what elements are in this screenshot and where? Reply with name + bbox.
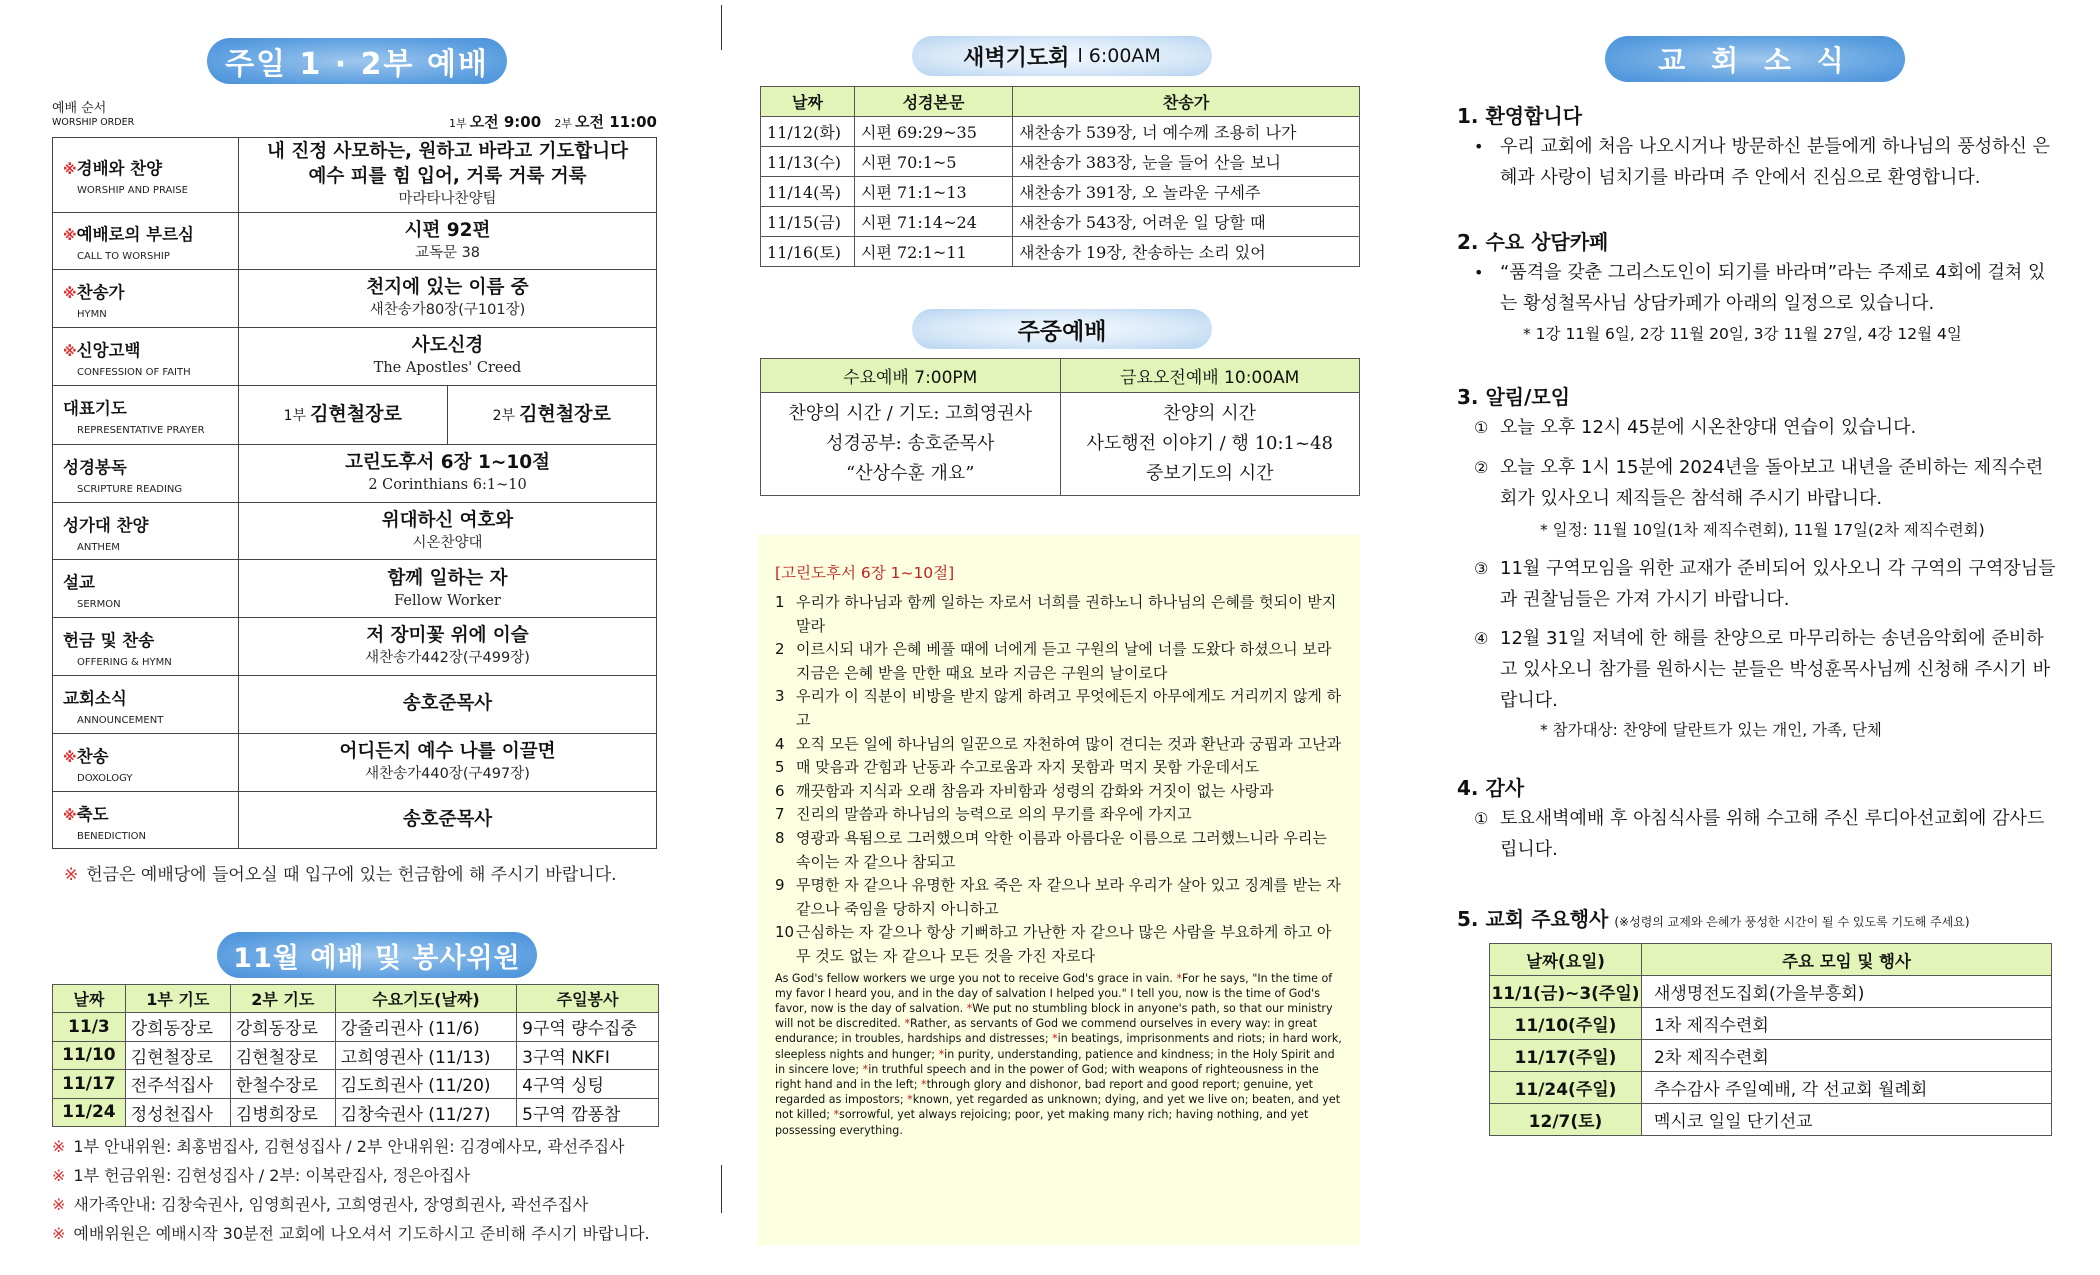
news-heading-notices: 3. 알림/모임 xyxy=(1457,385,1571,409)
scripture-english: As God's fellow workers we urge you not to receive God's grace in vain. *For he says, "In the time of my favor I heard you, and in the day of salvation I helped you." I tell you, now is the time of God's favor, now is the day of salvation. *We put no stumbling block in anyone's path, so that our ministry will not be discredited. *Rather, as servants of God we commend ourselves in every way: in great endurance; in troubles, hardships and distresses; *in beatings, imprisonments and riots; in hard work, sleepless nights and hunger; *in purity, understanding, patience and kindness; in the Holy Spirit and in sincere love; *in truthful speech and in the power of God; with weapons of righteousness in the right hand and in the left; *through glory and dishonor, bad report and good report; genuine, yet regarded as impostors; *known, yet regarded as unknown; dying, and yet we live on; beaten, and yet not killed; *sorrowful, yet always rejoicing; poor, yet making many rich; having nothing, and yet possessing everything. xyxy=(775,971,1342,1137)
volunteer-note: ※ 1부 헌금위원: 김현성집사 / 2부: 이복란집사, 정은아집사 xyxy=(52,1166,471,1185)
verse: 6 깨끗함과 지식과 오래 참음과 자비함과 성령의 감화와 거짓이 없는 사랑과 xyxy=(775,781,1274,800)
worship-row: ※축도 BENEDICTION 송호준목사 xyxy=(53,791,657,849)
midweek-title: 주중예배 xyxy=(912,309,1212,349)
worship-row: 설교 SERMON 함께 일하는 자 Fellow Worker xyxy=(53,560,657,618)
news-title: 교 회 소 식 xyxy=(1605,36,1905,82)
worship-order-label: 예배 순서 xyxy=(52,101,107,116)
event-row: 12/7(토) 멕시코 일일 단기선교 xyxy=(1490,1104,2052,1136)
dawn-prayer-table: 날짜 성경본문 찬송가 11/12(화) 시편 69:29~35 새찬송가 539장, 너 예수께 조용히 나가 11/13(수) 시편 70:1~5 새찬송가 383장, 눈을 들어 산을 보니 11/14(목) 시편 71:1~13 새찬송가 391장, 오 놀라운 구세주 11/15(금) 시편 71:14~24 새찬송가 543장, 어려운 일 당할 때 11/16(토) 시편 72:1~11 새찬송가 19장, 찬송하는 소리 있어 xyxy=(760,86,1360,267)
worship-row: ※경배와 찬양 WORSHIP AND PRAISE 내 진정 사모하는, 원하고 바라고 기도합니다 예수 피를 힘 입어, 거룩 거룩 거룩 마라타나찬양팀 xyxy=(53,138,657,213)
worship-row: 성경봉독 SCRIPTURE READING 고린도후서 6장 1~10절 2 Corinthians 6:1~10 xyxy=(53,444,657,502)
dawn-row: 11/14(목) 시편 71:1~13 새찬송가 391장, 오 놀라운 구세주 xyxy=(761,177,1360,207)
worship-row: 교회소식 ANNOUNCEMENT 송호준목사 xyxy=(53,676,657,734)
duty-row: 11/10 김현철장로 김현철장로 고희영권사 (11/13) 3구역 NKFI xyxy=(53,1041,659,1070)
news-heading-counseling: 2. 수요 상담카페 xyxy=(1457,230,1609,254)
news-subnote: * 참가대상: 찬양에 달란트가 있는 개인, 가족, 단체 xyxy=(1540,721,1882,739)
column-divider xyxy=(721,5,722,50)
offering-note: ※ 헌금은 예배당에 들어오실 때 입구에 있는 헌금함에 해 주시기 바랍니다. xyxy=(64,865,617,885)
worship-row: 대표기도 REPRESENTATIVE PRAYER 1부 김현철장로 2부 김현철장로 xyxy=(53,385,657,444)
dawn-row: 11/16(토) 시편 72:1~11 새찬송가 19장, 찬송하는 소리 있어 xyxy=(761,237,1360,267)
news-paragraph: • “품격을 갖춘 그리스도인이 되기를 바라며”라는 주제로 4회에 걸쳐 있는 황성철목사님 상담카페가 아래의 일정으로 있습니다. xyxy=(1474,262,2046,314)
verse: 8 영광과 욕됨으로 그러했으며 악한 이름과 아름다운 이름으로 그러했느니라 우리는 속이는 자 같으나 참되고 xyxy=(775,828,1327,871)
news-heading-events: 5. 교회 주요행사 (※성령의 교제와 은혜가 풍성한 시간이 될 수 있도록 기도해 주세요) xyxy=(1457,907,1970,931)
column-divider xyxy=(721,1165,722,1213)
volunteer-note: ※ 1부 안내위원: 최홍범집사, 김현성집사 / 2부 안내위원: 김경예사모, 곽선주집사 xyxy=(52,1137,625,1156)
notice-item: ② 오늘 오후 1시 15분에 2024년을 돌아보고 내년을 준비하는 제직수련회가 있사오니 제직들은 참석해 주시기 바랍니다. xyxy=(1474,457,2044,509)
news-heading-welcome: 1. 환영합니다 xyxy=(1457,104,1583,128)
news-heading-thanks: 4. 감사 xyxy=(1457,776,1525,800)
worship-order-table xyxy=(52,137,657,849)
dawn-row: 11/12(화) 시편 69:29~35 새찬송가 539장, 너 예수께 조용히 나가 xyxy=(761,117,1360,147)
event-row: 11/24(주일) 추수감사 주일예배, 각 선교회 월례회 xyxy=(1490,1072,2052,1104)
dawn-row: 11/15(금) 시편 71:14~24 새찬송가 543장, 어려운 일 당할 때 xyxy=(761,207,1360,237)
friday-program: 찬양의 시간 사도행전 이야기 / 행 10:1~48 중보기도의 시간 xyxy=(1060,393,1360,496)
dawn-row: 11/13(수) 시편 70:1~5 새찬송가 383장, 눈을 들어 산을 보니 xyxy=(761,147,1360,177)
duty-row: 11/17 전주석집사 한철수장로 김도희권사 (11/20) 4구역 싱팅 xyxy=(53,1070,659,1099)
verse: 4 오직 모든 일에 하나님의 일꾼으로 자천하여 많이 견디는 것과 환난과 궁핍과 고난과 xyxy=(775,734,1342,753)
events-table: 날짜(요일) 주요 모임 및 행사 11/1(금)~3(주일) 새생명전도집회(가을부흥회) 11/10(주일) 1차 제직수련회 11/17(주일) 2차 제직수련회 11/24(주일) 추수감사 주일예배, 각 선교회 월례회 12/7(토) 멕시코 일일 단기선교 xyxy=(1489,943,2052,1136)
news-paragraph: • 우리 교회에 처음 나오시거나 방문하신 분들에게 하나님의 풍성하신 은혜과 사랑이 넘치기를 바라며 주 안에서 진심으로 환영합니다. xyxy=(1474,136,2051,188)
worship-row: 성가대 찬양 ANTHEM 위대하신 여호와 시온찬양대 xyxy=(53,502,657,560)
dawn-prayer-title: 새벽기도회 l 6:00AM xyxy=(912,36,1212,76)
november-duty-table: 날짜 1부 기도 2부 기도 수요기도(날짜) 주일봉사 11/3 강희동장로 강희동장로 강줄리권사 (11/6) 9구역 량수집중 11/10 김현철장로 김현철장로 고희영권사 (11/13) 3구역 NKFI 11/17 전주석집사 한철수장로 김도희권사 (11/20) 4구역 싱팅 11/24 정성천집사 김병희장로 김창숙권사 (11/27) 5구역 깜퐁참 xyxy=(52,984,659,1127)
scripture-title: [고린도후서 6장 1~10절] xyxy=(775,564,955,582)
event-row: 11/10(주일) 1차 제직수련회 xyxy=(1490,1008,2052,1040)
worship-row: ※찬송가 HYMN 천지에 있는 이름 중 새찬송가80장(구101장) xyxy=(53,270,657,328)
midweek-table: 수요예배 7:00PM 금요오전예배 10:00AM 찬양의 시간 / 기도: 고희영권사 성경공부: 송호준목사 “산상수훈 개요” 찬양의 시간 사도행전 이야기 / 행 10:1~48 중보기도의 시간 xyxy=(760,358,1360,496)
worship-order-label-en: WORSHIP ORDER xyxy=(52,117,135,128)
news-subnote: * 일정: 11월 10일(1차 제직수련회), 11월 17일(2차 제직수련회) xyxy=(1540,521,1985,539)
volunteer-note: ※ 예배위원은 예배시작 30분전 교회에 나오셔서 기도하시고 준비해 주시기 바랍니다. xyxy=(52,1224,650,1243)
worship-title: 주일 1 · 2부 예배 xyxy=(207,38,507,84)
scripture-box xyxy=(757,535,1360,1245)
verse: 3 우리가 이 직분이 비방을 받지 않게 하려고 무엇에든지 아무에게도 거리끼지 않게 하고 xyxy=(775,687,1342,729)
verse: 9 무명한 자 같으나 유명한 자요 죽은 자 같으나 보라 우리가 살아 있고 징계를 받는 자 같으나 죽임을 당하지 아니하고 xyxy=(775,876,1341,918)
verse: 10 근심하는 자 같으나 항상 기뻐하고 가난한 자 같으나 많은 사람을 부요하게 하고 아무 것도 없는 자 같으나 모든 것을 가진 자로다 xyxy=(775,923,1332,965)
event-row: 11/17(주일) 2차 제직수련회 xyxy=(1490,1040,2052,1072)
notice-item: ① 오늘 오후 12시 45분에 시온찬양대 연습이 있습니다. xyxy=(1474,417,1917,438)
service-times: 1부 오전 9:00 2부 오전 11:00 xyxy=(449,113,657,131)
notice-item: ④ 12월 31일 저녁에 한 해를 찬양으로 마무리하는 송년음악회에 준비하고 있사오니 참가를 원하시는 분들은 박성훈목사님께 신청해 주시기 바랍니다. xyxy=(1474,628,2051,711)
november-title: 11월 예배 및 봉사위원 xyxy=(217,932,537,978)
duty-row: 11/3 강희동장로 강희동장로 강줄리권사 (11/6) 9구역 량수집중 xyxy=(53,1013,659,1042)
worship-row: ※찬송 DOXOLOGY 어디든지 예수 나를 이끌면 새찬송가440장(구497장) xyxy=(53,733,657,791)
worship-row: ※신앙고백 CONFESSION OF FAITH 사도신경 The Apostles' Creed xyxy=(53,328,657,386)
news-subnote: * 1강 11월 6일, 2강 11월 20일, 3강 11월 27일, 4강 12월 4일 xyxy=(1523,325,1962,343)
worship-order-header xyxy=(52,97,657,135)
duty-row: 11/24 정성천집사 김병희장로 김창숙권사 (11/27) 5구역 깜퐁참 xyxy=(53,1098,659,1127)
verse: 7 진리의 말씀과 하나님의 능력으로 의의 무기를 좌우에 가지고 xyxy=(775,805,1192,824)
notice-item: ③ 11월 구역모임을 위한 교재가 준비되어 있사오니 각 구역의 구역장님들과 권찰님들은 가져 가시기 바랍니다. xyxy=(1474,558,2056,610)
worship-row: ※예배로의 부르심 CALL TO WORSHIP 시편 92편 교독문 38 xyxy=(53,212,657,270)
wednesday-program: 찬양의 시간 / 기도: 고희영권사 성경공부: 송호준목사 “산상수훈 개요” xyxy=(761,393,1061,496)
verse: 2 이르시되 내가 은혜 베풀 때에 너에게 듣고 구원의 날에 너를 도왔다 하셨으니 보라 지금은 은혜 받을 만한 때요 보라 지금은 구원의 날이로다 xyxy=(775,640,1332,682)
event-row: 11/1(금)~3(주일) 새생명전도집회(가을부흥회) xyxy=(1490,976,2052,1008)
row-title: 경배와 찬양 xyxy=(76,159,163,179)
verse: 5 매 맞음과 갇힘과 난동과 수고로움과 자지 못함과 먹지 못함 가운데서도 xyxy=(775,758,1260,777)
thanks-item: ① 토요새벽예배 후 아침식사를 위해 수고해 주신 루디아선교회에 감사드립니다. xyxy=(1474,808,2045,860)
verse: 1 우리가 하나님과 함께 일하는 자로서 너희를 권하노니 하나님의 은혜를 헛되이 받지 말라 xyxy=(775,593,1337,635)
worship-row: 헌금 및 찬송 OFFERING & HYMN 저 장미꽃 위에 이슬 새찬송가442장(구499장) xyxy=(53,618,657,676)
volunteer-note: ※ 새가족안내: 김창숙권사, 임영희권사, 고희영권사, 장영희권사, 곽선주집사 xyxy=(52,1195,589,1214)
